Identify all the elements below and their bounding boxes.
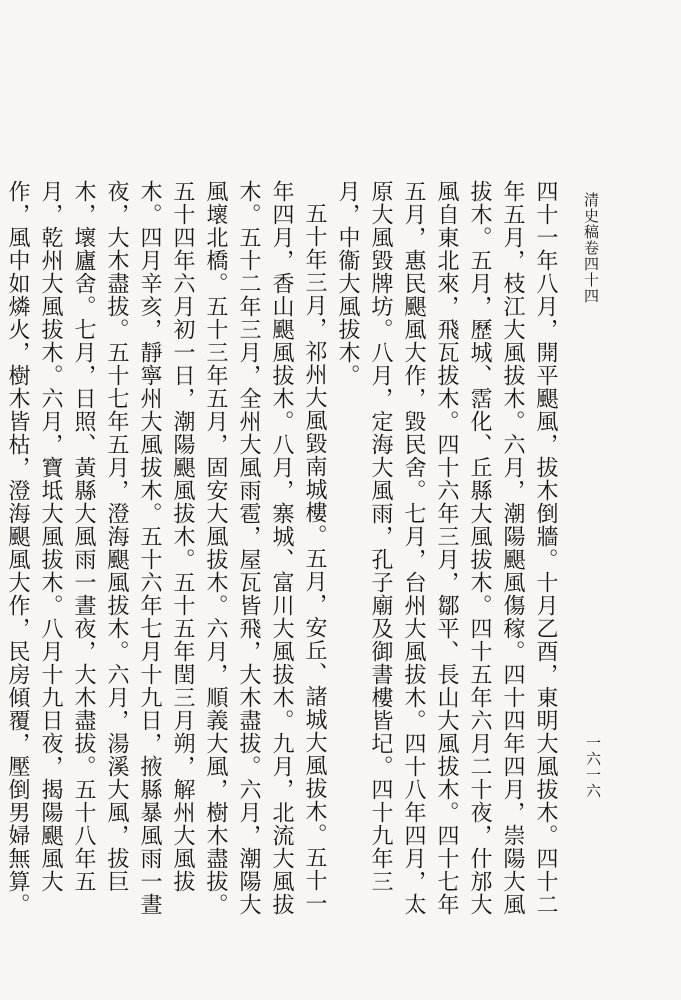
running-header: 清史稿卷四十四 <box>582 192 600 304</box>
page-number: 一六一六 <box>584 735 602 799</box>
paragraph-1: 四十一年八月，開平颶風，拔木倒牆。十月乙酉，東明大風拔木。四十二年五月，枝江大風拔木。六月，潮陽颶風傷稼。四十四年四月，崇陽大風拔木。五月，歷城、霑化、丘縣大風拔木。四十五年六月二十夜，什邡大風自東北來，飛瓦拔木。四十六年三月，鄒平、長山大風拔木。四十七年五月，惠民颶風大作，毀民舍。七月，台州大風拔木。四十八年四月，太原大風毀牌坊。八月，定海大風雨，孔子廟及御書樓皆圮。四十九年三月，中衞大風拔木。 <box>335 180 558 916</box>
paragraph-2: 五十年三月，祁州大風毀南城樓。五月，安丘、諸城大風拔木。五十一年四月，香山颶風拔木。八月，寨城、富川大風拔木。九月，北流大風拔木。五十二年三月，全州大風雨雹，屋瓦皆飛，大木盡拔。六月，潮陽大風壞北橋。五十三年五月，固安大風拔木。六月，順義大風，樹木盡拔。五十四年六月初一日，潮陽颶風拔木。五十五年閏三月朔，解州大風拔木。四月辛亥，靜寧州大風拔木。五十六年七月十九日，掖縣暴風雨一晝夜，大木盡拔。五十七年五月，澄海颶風拔木。六月，湯溪大風，拔巨木，壞廬舍。七月，日照、黃縣大風雨一晝夜，大木盡拔。五十八年五月，乾州大風拔木。六月，寶坻大風拔木。八月十九日夜，揭陽颶風大作，風中如燐火，樹木皆枯，澄海颶風大作，民房傾覆，壓倒男婦無算。 <box>5 180 327 916</box>
main-text <box>5 180 562 925</box>
